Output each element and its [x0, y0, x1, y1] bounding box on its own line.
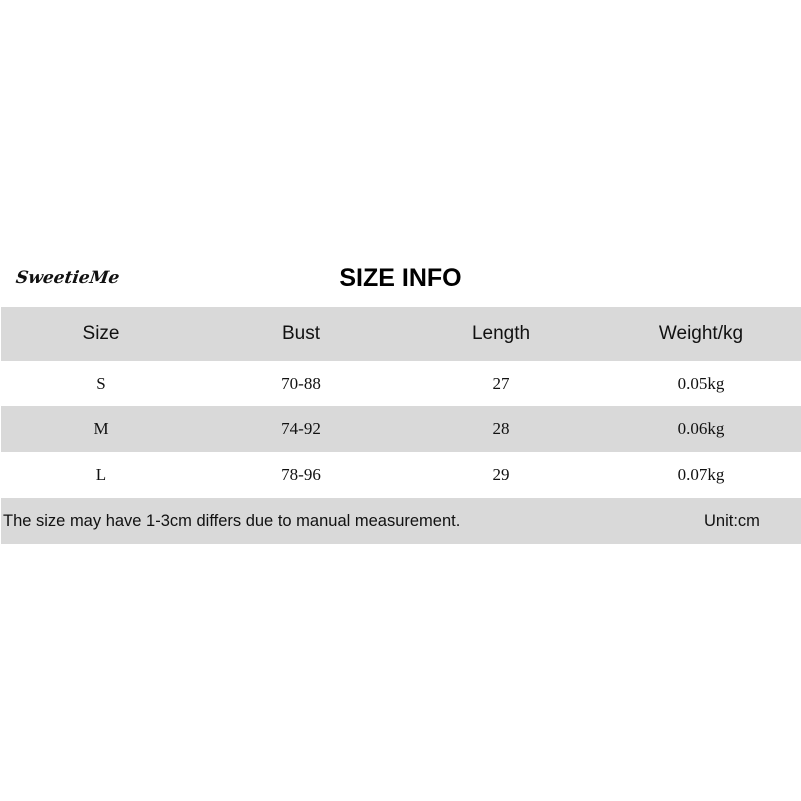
- unit-label: Unit:cm: [704, 511, 760, 530]
- cell-size: L: [95, 465, 107, 484]
- cell-bust: 70-88: [281, 373, 321, 393]
- cell-size: M: [93, 419, 109, 438]
- cell-weight: 0.05kg: [677, 373, 725, 393]
- cell-bust: 74-92: [281, 419, 321, 438]
- cell-length: 27: [492, 373, 510, 393]
- header-bust: Bust: [281, 323, 321, 344]
- header-weight: Weight/kg: [658, 323, 744, 344]
- table-header-row: [1, 307, 801, 361]
- cell-bust: 78-96: [281, 465, 321, 484]
- cell-weight: 0.07kg: [677, 465, 725, 484]
- cell-size: S: [96, 373, 106, 393]
- table-row: [1, 452, 801, 498]
- footer-note-row: [1, 498, 801, 544]
- table-row: [1, 406, 801, 452]
- cell-length: 29: [492, 465, 510, 484]
- brand-logo: SweetieMe: [14, 268, 121, 288]
- header-length: Length: [471, 323, 531, 344]
- cell-length: 28: [492, 419, 510, 438]
- cell-weight: 0.06kg: [677, 419, 725, 438]
- table-row: [1, 361, 801, 406]
- measurement-note: The size may have 1-3cm differs due to manual measurement.: [3, 511, 461, 530]
- header-size: Size: [82, 323, 120, 344]
- page-title: SIZE INFO: [339, 264, 462, 292]
